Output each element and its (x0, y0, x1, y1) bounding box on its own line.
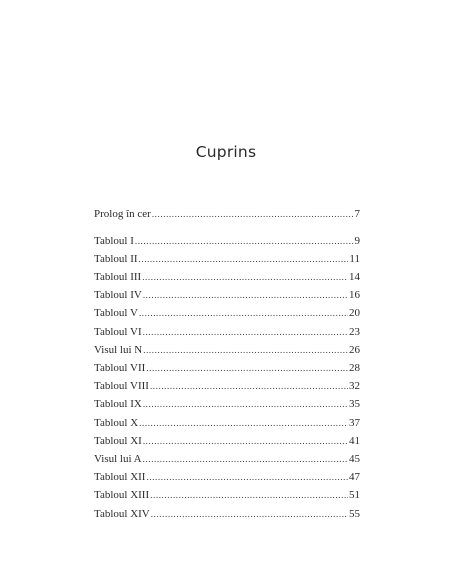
dot-leader (143, 286, 348, 304)
dot-leader (143, 450, 348, 468)
dot-leader (146, 359, 348, 377)
dot-leader (150, 486, 348, 504)
toc-entry-label: Tabloul VII (94, 362, 146, 374)
toc-entry (94, 286, 360, 304)
dot-leader (152, 205, 354, 223)
toc-entry-label: Tabloul XIII (94, 489, 150, 502)
toc-entry (94, 232, 360, 250)
toc-entry (94, 486, 360, 504)
toc-entry-label: Tabloul IX (94, 398, 142, 411)
toc-entry (94, 268, 360, 286)
toc-entry-label: Tabloul X (94, 416, 139, 429)
toc-entry (94, 468, 360, 486)
toc-entry-page-number: 32 (349, 380, 360, 393)
toc-entry (94, 250, 360, 268)
toc-entry-label: Tabloul V (94, 307, 138, 320)
toc-entry (94, 341, 360, 359)
toc-entry-label: Visul lui A (94, 452, 142, 465)
toc-entry-page-number: 37 (349, 416, 360, 429)
toc-entry-page-number: 47 (349, 471, 360, 484)
toc-entry (94, 377, 360, 395)
toc-entry-label: Visul lui N (94, 343, 143, 356)
dot-leader (143, 395, 348, 413)
toc-entry-page-number: 23 (349, 325, 360, 338)
toc-entry (94, 450, 360, 468)
toc-entry-label: Tabloul IV (94, 289, 142, 302)
dot-leader (146, 468, 348, 486)
toc-entry-label: Tabloul VI (94, 325, 142, 338)
dot-leader (139, 304, 348, 322)
toc-entry-page-number: 20 (349, 307, 360, 320)
dot-leader (139, 414, 348, 432)
toc-entry (94, 323, 360, 341)
toc-entry (94, 414, 360, 432)
dot-leader (151, 505, 348, 523)
toc-entry-label: Tabloul XIV (94, 507, 150, 520)
dot-leader (143, 432, 348, 450)
dot-leader (143, 323, 348, 341)
toc-entry-page-number: 16 (349, 289, 360, 302)
dot-leader (143, 341, 348, 359)
dot-leader (150, 377, 348, 395)
toc-entry-label: Tabloul XII (94, 471, 146, 484)
toc-entry-page-number: 35 (349, 398, 360, 411)
toc-entry-label: Tabloul XI (94, 434, 142, 447)
toc-entry-page-number: 51 (349, 489, 360, 502)
table-of-contents (94, 205, 360, 523)
page-title: Cuprins (195, 143, 257, 161)
toc-entry (94, 304, 360, 322)
toc-entry-page-number: 26 (349, 343, 360, 356)
toc-entry-page-number: 28 (349, 362, 360, 374)
toc-entry-label: Tabloul II (94, 252, 138, 265)
toc-entry (94, 359, 360, 377)
toc-entry (94, 432, 360, 450)
toc-entry-page-number: 55 (349, 507, 360, 520)
toc-entry-label: Prolog în cer (94, 208, 151, 220)
toc-entry-page-number: 9 (354, 234, 360, 247)
toc-entry-page-number: 7 (354, 208, 360, 220)
toc-entry (94, 205, 360, 223)
toc-entry-page-number: 11 (349, 252, 360, 265)
toc-entry-label: Tabloul VIII (94, 380, 149, 393)
dot-leader (135, 232, 354, 250)
dot-leader (142, 268, 348, 286)
toc-entry-page-number: 41 (349, 434, 360, 447)
toc-entry (94, 505, 360, 523)
toc-entry-page-number: 14 (349, 271, 360, 284)
toc-entry-label: Tabloul I (94, 234, 134, 247)
toc-entry-label: Tabloul III (94, 271, 142, 284)
toc-entry (94, 395, 360, 413)
dot-leader (139, 250, 349, 268)
toc-entry-page-number: 45 (349, 452, 360, 465)
